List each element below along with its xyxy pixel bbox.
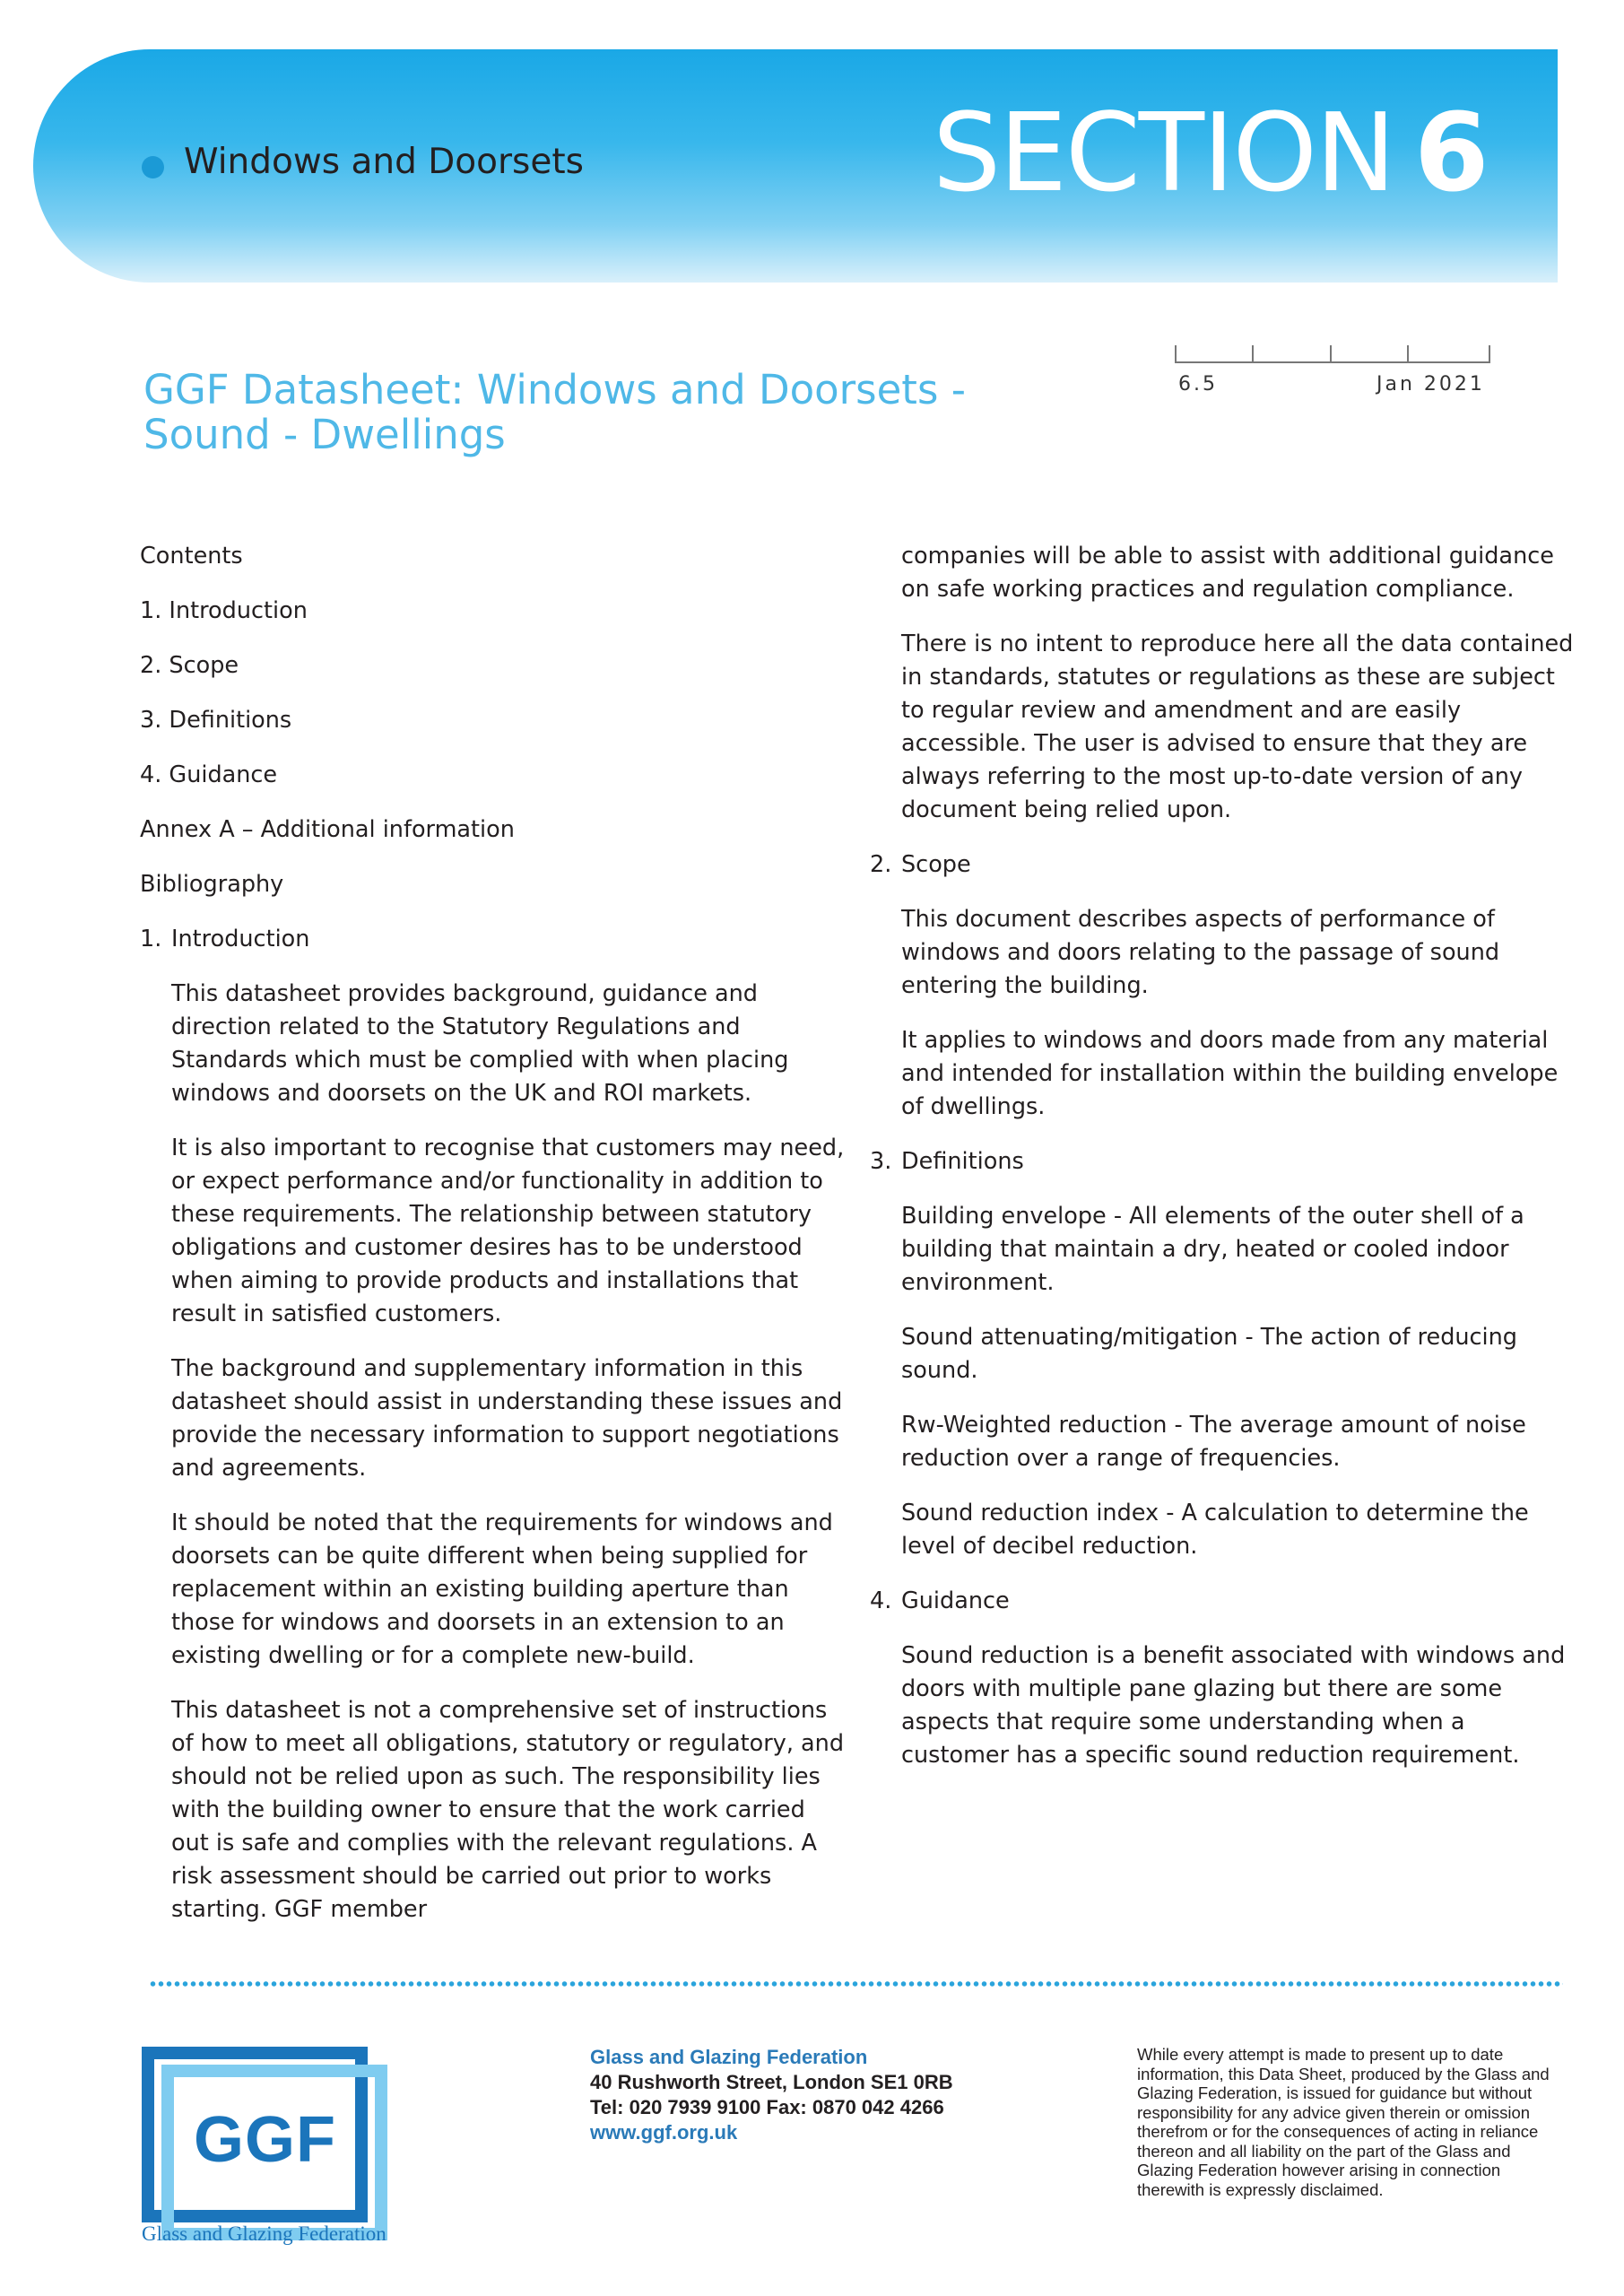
bullet-dot-icon: [142, 156, 164, 178]
scope-heading: [870, 848, 1578, 882]
definition-item: Building envelope - All elements of the outer shell of a building that maintain a dry, heated or cooled indoor environment.: [901, 1203, 1524, 1296]
reference-code: 6.5: [1178, 373, 1218, 396]
section-title: Windows and Doorsets: [184, 142, 584, 182]
scope-paragraph: It applies to windows and doors made from any material and intended for installation within the building envelope of dwellings.: [901, 1027, 1559, 1120]
website-link[interactable]: www.ggf.org.uk: [590, 2121, 738, 2144]
contents-item: Bibliography: [140, 871, 284, 898]
heading-number: 2.: [870, 851, 892, 878]
document-title-line-1: GGF Datasheet: Windows and Doorsets -: [143, 366, 966, 413]
guidance-paragraph: Sound reduction is a benefit associated with windows and doors with multiple pane glazing but there are some aspects that require some understanding when a customer has a specific sound reduction requirement.: [901, 1642, 1566, 1769]
introduction-paragraph: This datasheet provides background, guidance and direction related to the Statutory Regulations and Standards which must be complied with when placing windows and doorsets on the UK and ROI markets.: [171, 980, 789, 1107]
introduction-paragraph: It should be noted that the requirements for windows and doorsets can be quite different when being supplied for replacement within an existing building aperture than those for windows and doorsets in an extension to an existing dwelling or for a complete new-build.: [171, 1509, 833, 1669]
heading-number: 1.: [140, 926, 162, 952]
definition-item: Sound attenuating/mitigation - The action of reducing sound.: [901, 1324, 1517, 1384]
definition-item: Rw-Weighted reduction - The average amount of noise reduction over a range of frequencies.: [901, 1412, 1526, 1472]
ruler-tick: [1330, 345, 1332, 363]
right-column: [870, 540, 1578, 1794]
phone-fax: Tel: 020 7939 9100 Fax: 0870 042 4266: [590, 2096, 944, 2118]
contact-block: [590, 2045, 953, 2145]
introduction-paragraph-continued: companies will be able to assist with additional guidance on safe working practices and regulation compliance.: [901, 543, 1554, 603]
ruler-tick: [1252, 345, 1254, 363]
logo-caption: Glass and Glazing Federation: [142, 2222, 386, 2245]
logo-text: GGF: [194, 2104, 336, 2176]
ggf-logo: [142, 2047, 393, 2251]
footer-dotted-divider: [149, 1981, 1563, 1987]
ruler-tick: [1407, 345, 1409, 363]
postal-address: 40 Rushworth Street, London SE1 0RB: [590, 2071, 953, 2093]
reference-date: Jan 2021: [1376, 373, 1485, 396]
introduction-paragraph: This datasheet is not a comprehensive set of instructions of how to meet all obligations, statutory or regulatory, and should not be relied upon as such. The responsibility lies with the building owner to ensure that the work carried out is safe and complies with the relevant regulations. A risk assessment should be carried out prior to works starting. GGF member: [171, 1697, 845, 1923]
scope-paragraph: This document describes aspects of performance of windows and doors relating to the passage of sound entering the building.: [901, 906, 1500, 999]
ruler-tick: [1489, 345, 1490, 363]
introduction-paragraph: It is also important to recognise that customers may need, or expect performance and/or functionality in addition to these requirements. The relationship between statutory obligations and customer desires has to be understood when aiming to provide products and installations that result in satisfied customers.: [171, 1135, 845, 1327]
introduction-paragraph: The background and supplementary information in this datasheet should assist in understanding these issues and provide the necessary information to support negotiations and agreements.: [171, 1355, 843, 1482]
contents-item: Annex A – Additional information: [140, 816, 515, 843]
document-title-line-2: Sound - Dwellings: [143, 411, 506, 458]
contents-heading: Contents: [140, 543, 243, 570]
heading-number: 3.: [870, 1148, 892, 1175]
heading-text: Scope: [901, 851, 971, 878]
introduction-heading: [140, 923, 848, 956]
section-number: 6: [1414, 91, 1489, 216]
contents-item: 2. Scope: [140, 652, 239, 679]
organisation-name: Glass and Glazing Federation: [590, 2046, 868, 2068]
heading-text: Introduction: [171, 926, 310, 952]
contents-item: 1. Introduction: [140, 597, 308, 624]
contents-item: 4. Guidance: [140, 761, 278, 788]
heading-text: Definitions: [901, 1148, 1024, 1175]
section-word: SECTION: [933, 91, 1394, 216]
introduction-paragraph: There is no intent to reproduce here all the data contained in standards, statutes or regulations as these are subject to regular review and amendment and are easily accessible. The user is advised to ensure that they are always referring to the most up-to-date version of any document being relied upon.: [901, 631, 1574, 823]
guidance-heading: [870, 1585, 1578, 1618]
definition-item: Sound reduction index - A calculation to determine the level of decibel reduction.: [901, 1500, 1529, 1560]
contents-item: 3. Definitions: [140, 707, 292, 734]
legal-disclaimer: While every attempt is made to present up to date information, this Data Sheet, produced by the Glass and Glazing Federation, is issued for guidance but without responsibility for any advice given therein or omission therefrom or for the consequences of acting in reliance thereon and all liability on the part of the Glass and Glazing Federation however arising in connection therewith is expressly disclaimed.: [1137, 2045, 1550, 2199]
document-title: [143, 368, 1004, 457]
ruler-tick: [1175, 345, 1177, 363]
heading-number: 4.: [870, 1587, 892, 1614]
ruler-baseline: [1175, 361, 1490, 363]
heading-text: Guidance: [901, 1587, 1010, 1614]
definitions-heading: [870, 1145, 1578, 1178]
left-column: [140, 540, 848, 1948]
reference-ruler: [1175, 345, 1490, 363]
